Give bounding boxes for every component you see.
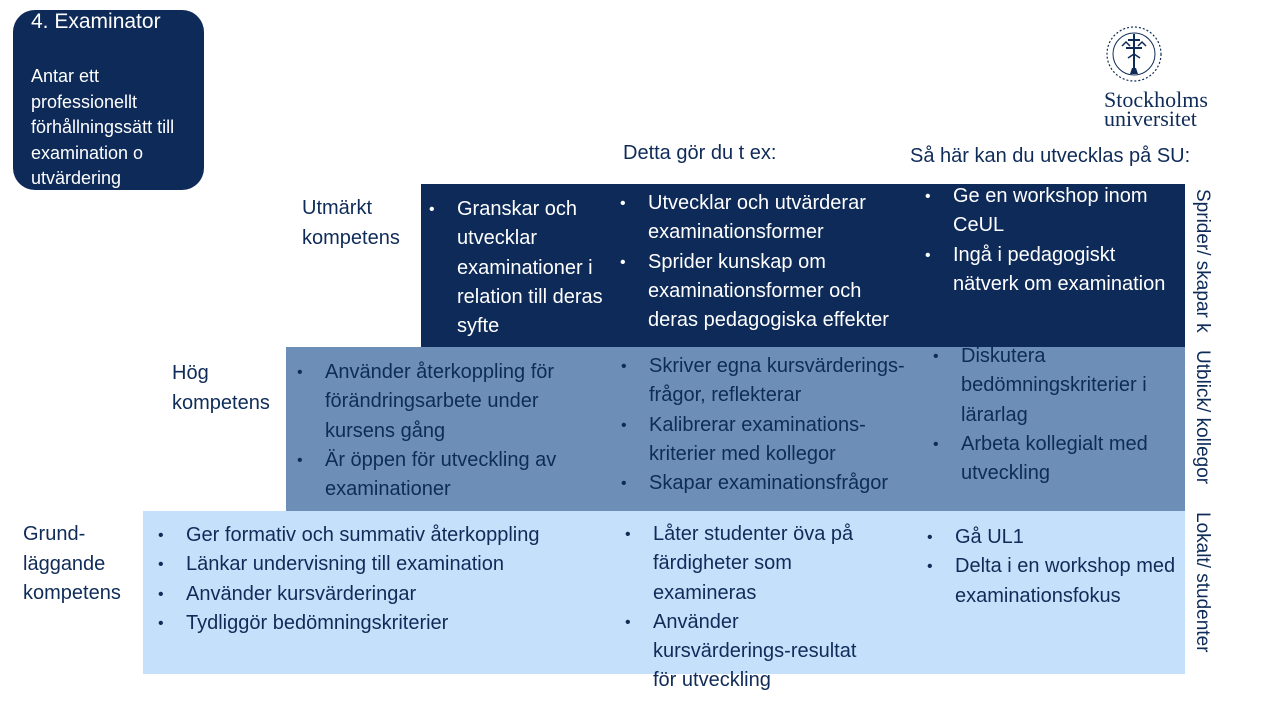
logo-name-line2: universitet bbox=[1104, 106, 1197, 131]
list-item: • Ingå i pedagogiskt nätverk om examination bbox=[921, 241, 1181, 300]
side-label-top: Sprider/ skapar k bbox=[1192, 189, 1213, 333]
list-item: • Diskutera bedömningskriterier i lärarlag bbox=[929, 342, 1179, 430]
list-item: • Tydliggör bedömningskriterier bbox=[154, 609, 604, 638]
list-item: • Arbeta kollegialt med utveckling bbox=[929, 430, 1179, 489]
low-col1-list bbox=[154, 521, 604, 638]
top-col3-list bbox=[921, 182, 1181, 299]
level-label-top bbox=[302, 194, 400, 253]
level-label-low bbox=[23, 520, 121, 609]
university-logo bbox=[1098, 24, 1238, 132]
mid-col2-list bbox=[617, 352, 917, 498]
title-box bbox=[13, 10, 204, 190]
level-label-top-line1: Utmärkt bbox=[302, 197, 372, 219]
top-col2-list bbox=[616, 189, 916, 335]
side-label-low: Lokalt/ studenter bbox=[1192, 512, 1213, 653]
logo-name-line1: Stockholms bbox=[1104, 87, 1208, 112]
mid-col1-list bbox=[293, 358, 593, 504]
list-item: • Skapar examinationsfrågor bbox=[617, 469, 917, 498]
list-item: • Delta i en workshop med examinationsfokus bbox=[923, 552, 1185, 611]
column-header-examples: Detta gör du t ex: bbox=[623, 142, 777, 164]
mid-col3-list bbox=[929, 342, 1179, 488]
list-item: • Använder kursvärderingar bbox=[154, 580, 604, 609]
list-item: • Kalibrerar examinations-kriterier med kollegor bbox=[617, 411, 917, 470]
list-item: • Länkar undervisning till examination bbox=[154, 550, 604, 579]
level-label-top-line2: kompetens bbox=[302, 226, 400, 249]
level-label-low-line2: läggande bbox=[23, 552, 106, 575]
top-col1-list bbox=[425, 195, 610, 341]
list-item: • Utvecklar och utvärderar examinationsformer bbox=[616, 189, 916, 248]
list-item: • Sprider kunskap om examinationsformer och deras pedagogiska effekter bbox=[616, 248, 916, 336]
level-label-low-line3: kompetens bbox=[23, 582, 121, 604]
list-item: • Är öppen för utveckling av examinationer bbox=[293, 446, 593, 505]
low-col2-list bbox=[621, 520, 881, 696]
list-item: • Ger formativ och summativ återkoppling bbox=[154, 521, 604, 550]
level-label-mid-line2: kompetens bbox=[172, 391, 270, 414]
side-label-mid: Utblick/ kollegor bbox=[1192, 350, 1213, 485]
level-label-low-line1: Grund- bbox=[23, 523, 86, 545]
level-label-mid-line1: Hög bbox=[172, 362, 209, 384]
university-seal-icon bbox=[1104, 24, 1164, 88]
low-col3-list bbox=[923, 523, 1185, 611]
list-item: • Använder kursvärderings-resultat för utveckling bbox=[621, 608, 881, 696]
list-item: • Låter studenter öva på färdigheter som examineras bbox=[621, 520, 881, 608]
title-description: Antar ett professionellt förhållningssätt till examination o utvärdering bbox=[31, 66, 175, 188]
level-label-mid bbox=[172, 359, 270, 418]
list-item: • Skriver egna kursvärderings-frågor, reflekterar bbox=[617, 352, 917, 411]
list-item: • Ge en workshop inom CeUL bbox=[921, 182, 1181, 241]
list-item: • Använder återkoppling för förändringsarbete under kursens gång bbox=[293, 358, 593, 446]
column-header-develop: Så här kan du utvecklas på SU: bbox=[910, 145, 1191, 167]
title-heading: 4. Examinator bbox=[31, 10, 161, 33]
list-item: • Granskar och utvecklar examinationer i relation till deras syfte bbox=[425, 195, 610, 341]
list-item: • Gå UL1 bbox=[923, 523, 1185, 552]
